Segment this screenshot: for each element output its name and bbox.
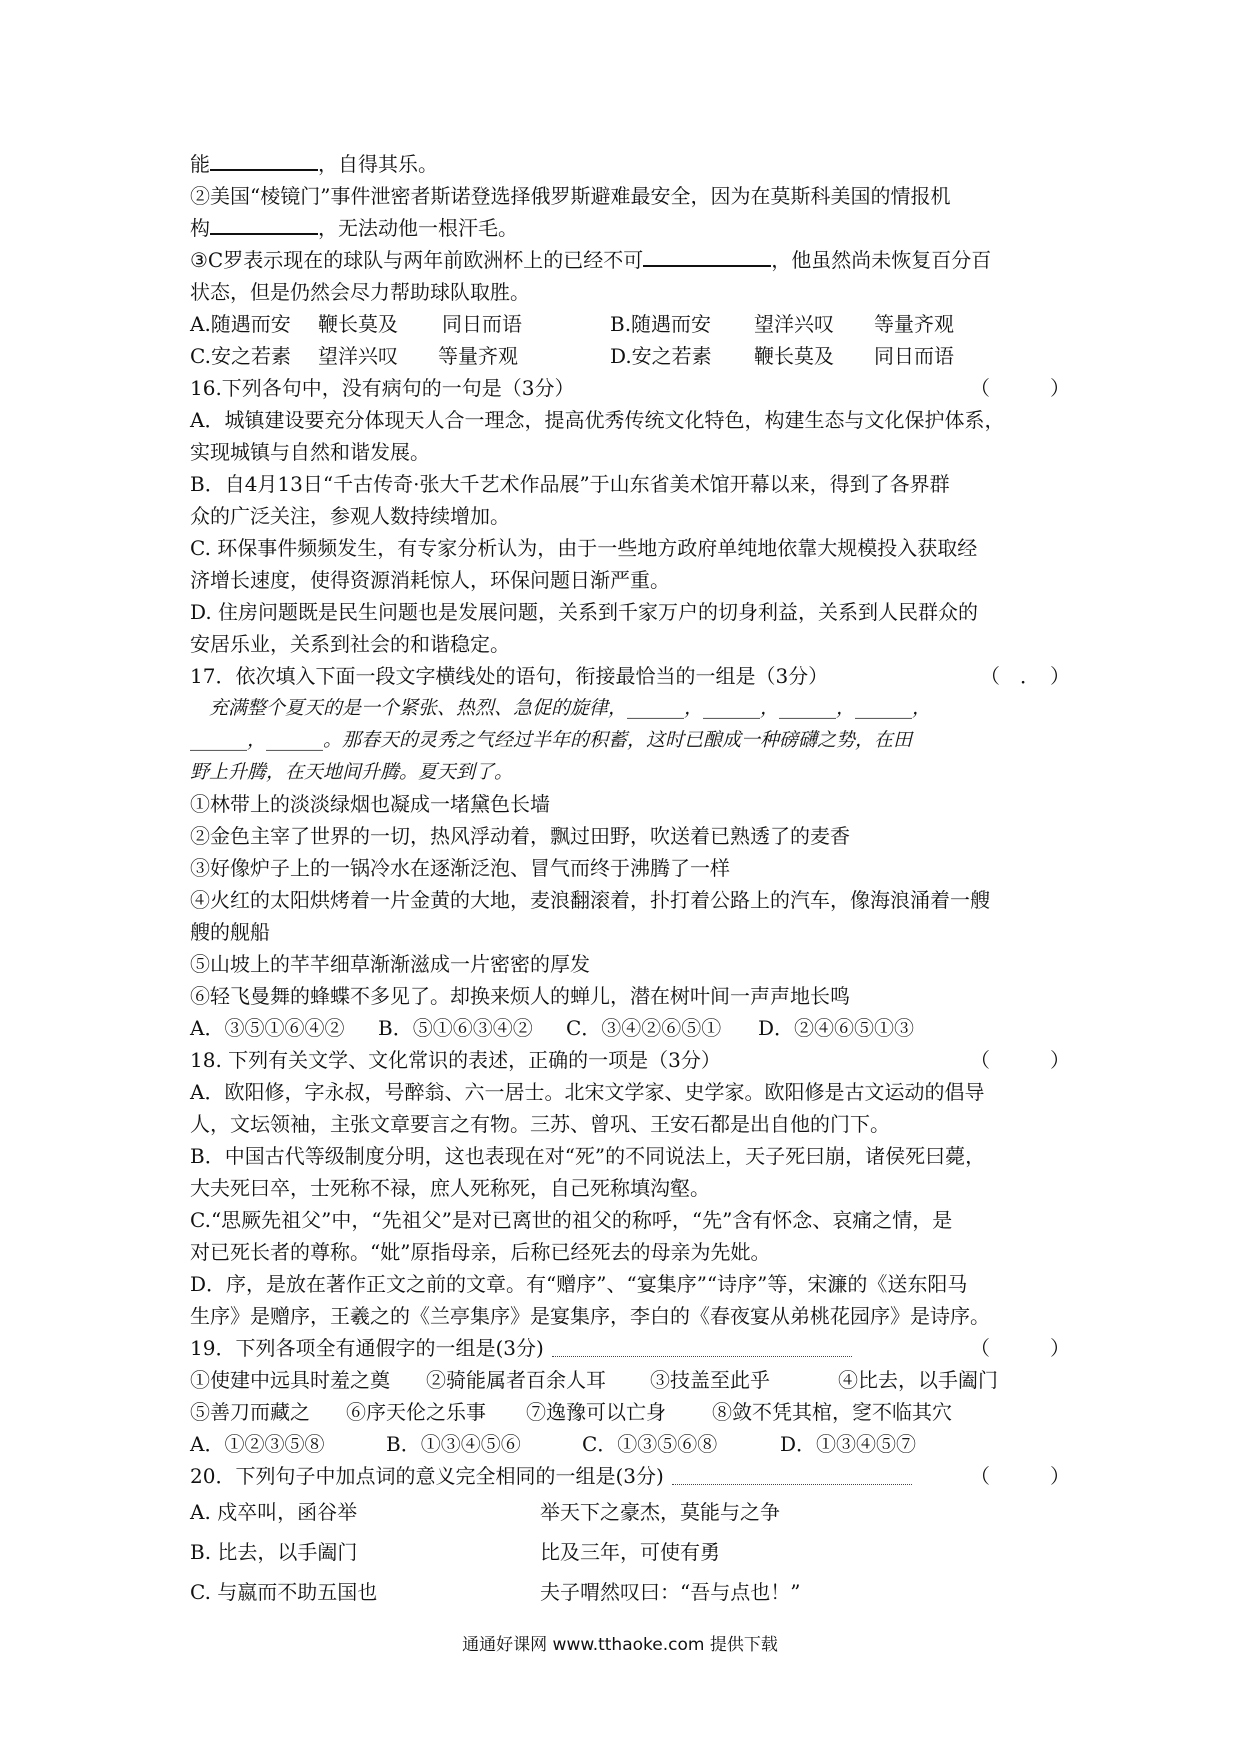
question-title: 20．下列句子中加点词的意义完全相同的一组是(3分) （ ） xyxy=(190,1460,1070,1492)
dotted-leader xyxy=(672,1470,912,1485)
list-item: ⑧敛不凭其棺，窆不临其穴 xyxy=(712,1400,952,1424)
exam-page xyxy=(190,148,1070,1612)
answer-paren: （ ） xyxy=(970,1336,1070,1360)
option: C．①③⑤⑥⑧ xyxy=(582,1432,718,1456)
option: D．②④⑥⑤①③ xyxy=(758,1016,915,1040)
blank-line xyxy=(210,213,318,235)
text-line: B．自4月13日“千古传奇·张大千艺术作品展”于山东省美术馆开幕以来，得到了各界群 xyxy=(190,472,950,496)
list-item: ②金色主宰了世界的一切，热风浮动着，飘过田野，吹送着已熟透了的麦香 xyxy=(190,824,850,848)
list-item: ①使建中远具时羞之奠 xyxy=(190,1368,390,1392)
option-right: 夫子喟然叹曰：“吾与点也！” xyxy=(540,1580,801,1604)
dotted-leader xyxy=(552,1342,852,1357)
list-item: ⑤山坡上的芊芊细草渐渐滋成一片密密的厚发 xyxy=(190,952,590,976)
answer-paren: （ ． ） xyxy=(980,664,1070,688)
answer-paren: （ ） xyxy=(970,1048,1070,1072)
list-item: ④火红的太阳烘烤着一片金黄的大地，麦浪翻滚着，扑打着公路上的汽车，像海浪涌着一艘 xyxy=(190,888,990,912)
q19-items-row xyxy=(190,1364,1070,1396)
option: D．①③④⑤⑦ xyxy=(780,1432,917,1456)
text-line: D. 住房问题既是民生问题也是发展问题，关系到千家万户的切身利益，关系到人民群众的 xyxy=(190,600,979,624)
text-line: ②美国“棱镜门”事件泄密者斯诺登选择俄罗斯避难最安全，因为在莫斯科美国的情报机 xyxy=(190,184,951,208)
option-left: B. 比去，以手阖门 xyxy=(190,1540,358,1564)
list-item: ⑤善刀而藏之 xyxy=(190,1400,310,1424)
option-label: D.安之若素 xyxy=(610,344,712,368)
option: A．③⑤①⑥④② xyxy=(190,1016,345,1040)
text-line: 构 ，无法动他一根汗毛。 xyxy=(190,212,1070,244)
text-line: 济增长速度，使得资源消耗惊人，环保问题日渐严重。 xyxy=(190,568,670,592)
q20-option-row xyxy=(190,1492,1070,1532)
option-word: 鞭长莫及 xyxy=(754,344,834,368)
q20-option-row xyxy=(190,1572,1070,1612)
q17-options-row xyxy=(190,1012,1070,1044)
question-title: 18. 下列有关文学、文化常识的表述，正确的一项是（3分） （ ） xyxy=(190,1044,1070,1076)
q19-items-row xyxy=(190,1396,1070,1428)
answer-paren: （ ） xyxy=(970,1464,1070,1488)
list-item: ⑦逸豫可以亡身 xyxy=(526,1400,666,1424)
text-line: 对已死长者的尊称。“妣”原指母亲，后称已经死去的母亲为先妣。 xyxy=(190,1240,771,1264)
option: A．①②③⑤⑧ xyxy=(190,1432,325,1456)
text-line: 生序》是赠序，王羲之的《兰亭集序》是宴集序，李白的《春夜宴从弟桃花园序》是诗序。 xyxy=(190,1304,990,1328)
answer-paren: （ ） xyxy=(970,376,1070,400)
option-label: B.随遇而安 xyxy=(610,312,712,336)
option-word: 等量齐观 xyxy=(438,344,518,368)
list-item: ⑥序天伦之乐事 xyxy=(346,1400,486,1424)
text-line: 大夫死曰卒，士死称不禄，庶人死称死，自己死称填沟壑。 xyxy=(190,1176,710,1200)
list-item: ①林带上的淡淡绿烟也凝成一堵黛色长墙 xyxy=(190,792,550,816)
text-line: 众的广泛关注，参观人数持续增加。 xyxy=(190,504,510,528)
list-item: 艘的舰船 xyxy=(190,920,270,944)
text-line: A．欧阳修，字永叔，号醉翁、六一居士。北宋文学家、史学家。欧阳修是古文运动的倡导 xyxy=(190,1080,985,1104)
option: B．⑤①⑥③④② xyxy=(378,1016,533,1040)
text-line: C.“思厥先祖父”中，“先祖父”是对已离世的祖父的称呼，“先”含有怀念、哀痛之情，是 xyxy=(190,1208,953,1232)
text-line: 状态，但是仍然会尽力帮助球队取胜。 xyxy=(190,280,530,304)
option-word: 望洋兴叹 xyxy=(318,344,398,368)
text-line: 实现城镇与自然和谐发展。 xyxy=(190,440,430,464)
option: C．③④②⑥⑤① xyxy=(566,1016,722,1040)
list-item: ⑥轻飞曼舞的蜂蝶不多见了。却换来烦人的蝉儿，潜在树叶间一声声地长鸣 xyxy=(190,984,850,1008)
text-line: C. 环保事件频频发生，有专家分析认为，由于一些地方政府单纯地依靠大规模投入获取经 xyxy=(190,536,978,560)
list-item: ②骑能属者百余人耳 xyxy=(426,1368,606,1392)
question-title: 17．依次填入下面一段文字横线处的语句，衔接最恰当的一组是（3分） （ ． ） xyxy=(190,660,1070,692)
passage-line: 野上升腾，在天地间升腾。夏天到了。 xyxy=(190,761,514,783)
text-line: ③C罗表示现在的球队与两年前欧洲杯上的已经不可 ，他虽然尚未恢复百分百 xyxy=(190,244,1070,276)
passage-line: ______，______。那春天的灵秀之气经过半年的积蓄，这时已酿成一种磅礴之势，在田 xyxy=(190,729,913,751)
list-item: ④比去，以手阖门 xyxy=(838,1368,998,1392)
text-line: 安居乐业，关系到社会的和谐稳定。 xyxy=(190,632,510,656)
q15-options-row xyxy=(190,340,1070,372)
text-line: D．序，是放在著作正文之前的文章。有“赠序”、“宴集序”“诗序”等，宋濂的《送东阳马 xyxy=(190,1272,968,1296)
page-footer: 通通好课网 www.tthaoke.com 提供下载 xyxy=(462,1635,778,1655)
blank-line xyxy=(210,149,318,171)
option-left: C. 与嬴而不助五国也 xyxy=(190,1580,378,1604)
list-item: ③好像炉子上的一锅冷水在逐渐泛泡、冒气而终于沸腾了一样 xyxy=(190,856,730,880)
option-word: 等量齐观 xyxy=(874,312,954,336)
option-word: 同日而语 xyxy=(442,312,522,336)
question-title: 19．下列各项全有通假字的一组是(3分) （ ） xyxy=(190,1332,1070,1364)
option: B．①③④⑤⑥ xyxy=(386,1432,521,1456)
text-line: B．中国古代等级制度分明，这也表现在对“死”的不同说法上，天子死曰崩，诸侯死曰薨， xyxy=(190,1144,986,1168)
q15-options-row xyxy=(190,308,1070,340)
q19-options-row xyxy=(190,1428,1070,1460)
q20-option-row xyxy=(190,1532,1070,1572)
blank-line xyxy=(643,245,771,267)
list-item: ③技盖至此乎 xyxy=(650,1368,770,1392)
option-right: 举天下之豪杰，莫能与之争 xyxy=(540,1500,780,1524)
text-line: 人，文坛领袖，主张文章要言之有物。三苏、曾巩、王安石都是出自他的门下。 xyxy=(190,1112,890,1136)
text-line: 能 ，自得其乐。 xyxy=(190,148,1070,180)
option-right: 比及三年，可使有勇 xyxy=(540,1540,720,1564)
option-label: A.随遇而安 xyxy=(190,312,291,336)
option-label: C.安之若素 xyxy=(190,344,291,368)
question-title: 16.下列各句中，没有病句的一句是（3分） （ ） xyxy=(190,372,1070,404)
option-left: A. 戍卒叫，函谷举 xyxy=(190,1500,358,1524)
option-word: 同日而语 xyxy=(874,344,954,368)
option-word: 望洋兴叹 xyxy=(754,312,834,336)
passage-line: 充满整个夏天的是一个紧张、热烈、急促的旋律，______，______，______，______， xyxy=(190,697,932,719)
text-line: A．城镇建设要充分体现天人合一理念，提高优秀传统文化特色，构建生态与文化保护体系， xyxy=(190,408,1005,432)
option-word: 鞭长莫及 xyxy=(318,312,398,336)
